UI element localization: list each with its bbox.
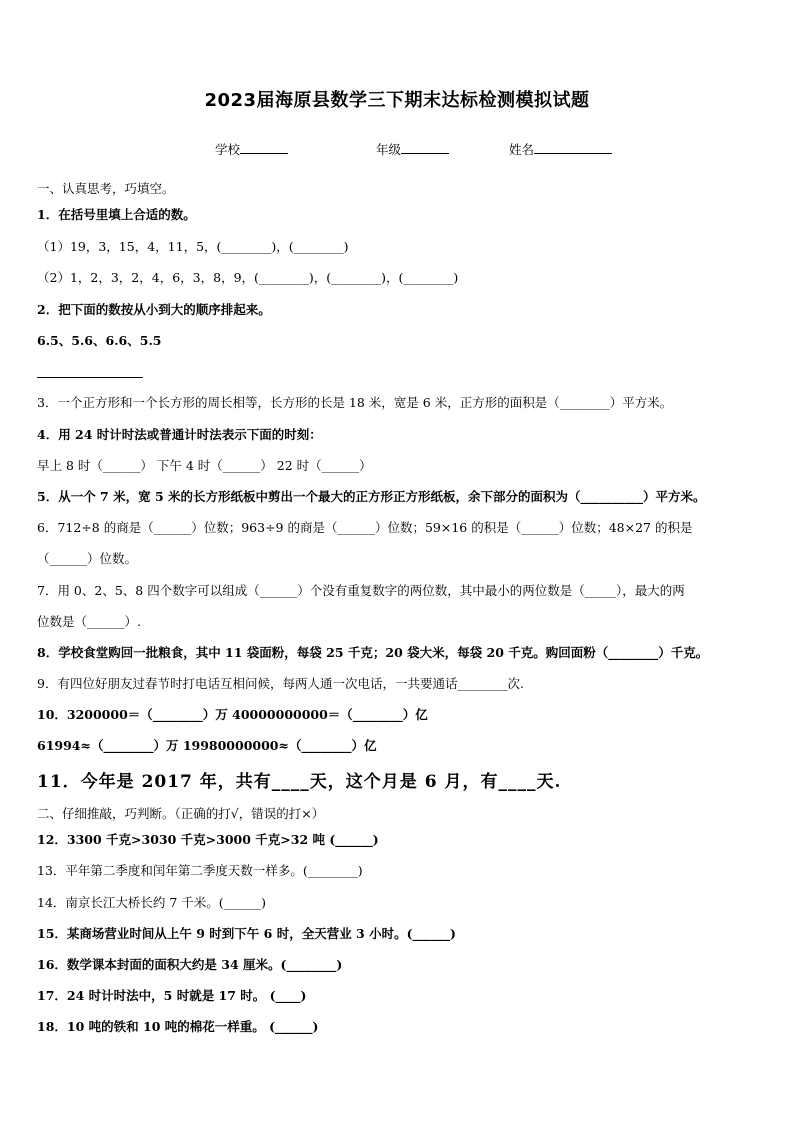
name-field bbox=[509, 140, 612, 158]
answer-line bbox=[37, 377, 143, 378]
school-blank bbox=[240, 141, 288, 154]
question-4-times: 早上 8 时（______） 下午 4 时（______） 22 时（______） bbox=[37, 458, 372, 473]
question-2-numbers: 6.5、5.6、6.6、5.5 bbox=[37, 333, 162, 348]
question-8: 8．学校食堂购回一批粮食，其中 11 袋面粉，每袋 25 千克；20 袋大米，每袋 20 千克。购回面粉（________）千克。 bbox=[37, 645, 709, 660]
question-16: 16．数学课本封面的面积大约是 34 厘米。(________) bbox=[37, 957, 343, 972]
question-3: 3．一个正方形和一个长方形的周长相等，长方形的长是 18 米，宽是 6 米，正方形的面积是（________）平方米。 bbox=[37, 395, 673, 410]
school-label: 学校 bbox=[215, 142, 241, 157]
school-field bbox=[215, 140, 288, 158]
question-17: 17．24 时计时法中，5 时就是 17 时。 (____) bbox=[37, 988, 307, 1003]
question-6: 6．712÷8 的商是（______）位数；963÷9 的商是（______）位数；59×16 的积是（______）位数；48×27 的积是 bbox=[37, 520, 693, 535]
section-fill-blank-heading: 一、认真思考，巧填空。 bbox=[37, 181, 175, 196]
grade-field bbox=[376, 140, 449, 158]
name-blank bbox=[534, 141, 612, 154]
grade-blank bbox=[401, 141, 449, 154]
question-10-row-2: 61994≈（________）万 19980000000≈（________）亿 bbox=[37, 738, 377, 753]
name-label: 姓名 bbox=[509, 142, 535, 157]
question-4: 4．用 24 时计时法或普通计时法表示下面的时刻： bbox=[37, 427, 322, 442]
question-9: 9．有四位好朋友过春节时打电话互相问候，每两人通一次电话，一共要通话________次. bbox=[37, 676, 524, 691]
grade-label: 年级 bbox=[376, 142, 402, 157]
question-1: 1．在括号里填上合适的数。 bbox=[37, 207, 196, 222]
question-14: 14．南京长江大桥长约 7 千米。(______) bbox=[37, 895, 267, 910]
question-1-part-2: （2）1，2，3，2，4，6，3，8，9，(________)，(________)，(________) bbox=[37, 270, 459, 285]
question-6-continued: （______）位数。 bbox=[37, 551, 138, 566]
question-12: 12．3300 千克>3030 千克>3000 千克>32 吨 (______) bbox=[37, 832, 379, 847]
question-2: 2．把下面的数按从小到大的顺序排起来。 bbox=[37, 302, 271, 317]
question-5: 5．从一个 7 米，宽 5 米的长方形纸板中剪出一个最大的正方形正方形纸板，余下部分的面积为（__________）平方米。 bbox=[37, 489, 706, 504]
question-11: 11．今年是 2017 年，共有____天，这个月是 6 月，有____天. bbox=[37, 772, 562, 792]
question-7-continued: 位数是（______）. bbox=[37, 614, 141, 629]
question-13: 13．平年第二季度和闰年第二季度天数一样多。(________) bbox=[37, 863, 363, 878]
question-10-row-1: 10．3200000＝（________）万 40000000000＝（________）亿 bbox=[37, 707, 428, 722]
question-7: 7．用 0、2、5、8 四个数字可以组成（______）个没有重复数字的两位数，其中最小的两位数是（_____），最大的两 bbox=[37, 583, 685, 598]
question-15: 15．某商场营业时间从上午 9 时到下午 6 时，全天营业 3 小时。(______) bbox=[37, 926, 456, 941]
section-judge-heading: 二、仔细推敲，巧判断。（正确的打√，错误的打×） bbox=[37, 806, 325, 821]
question-18: 18．10 吨的铁和 10 吨的棉花一样重。 (______) bbox=[37, 1019, 319, 1034]
page-title: 2023届海原县数学三下期末达标检测模拟试题 bbox=[204, 90, 590, 111]
question-1-part-1: （1）19，3，15，4，11，5，(________)，(________) bbox=[37, 239, 349, 254]
